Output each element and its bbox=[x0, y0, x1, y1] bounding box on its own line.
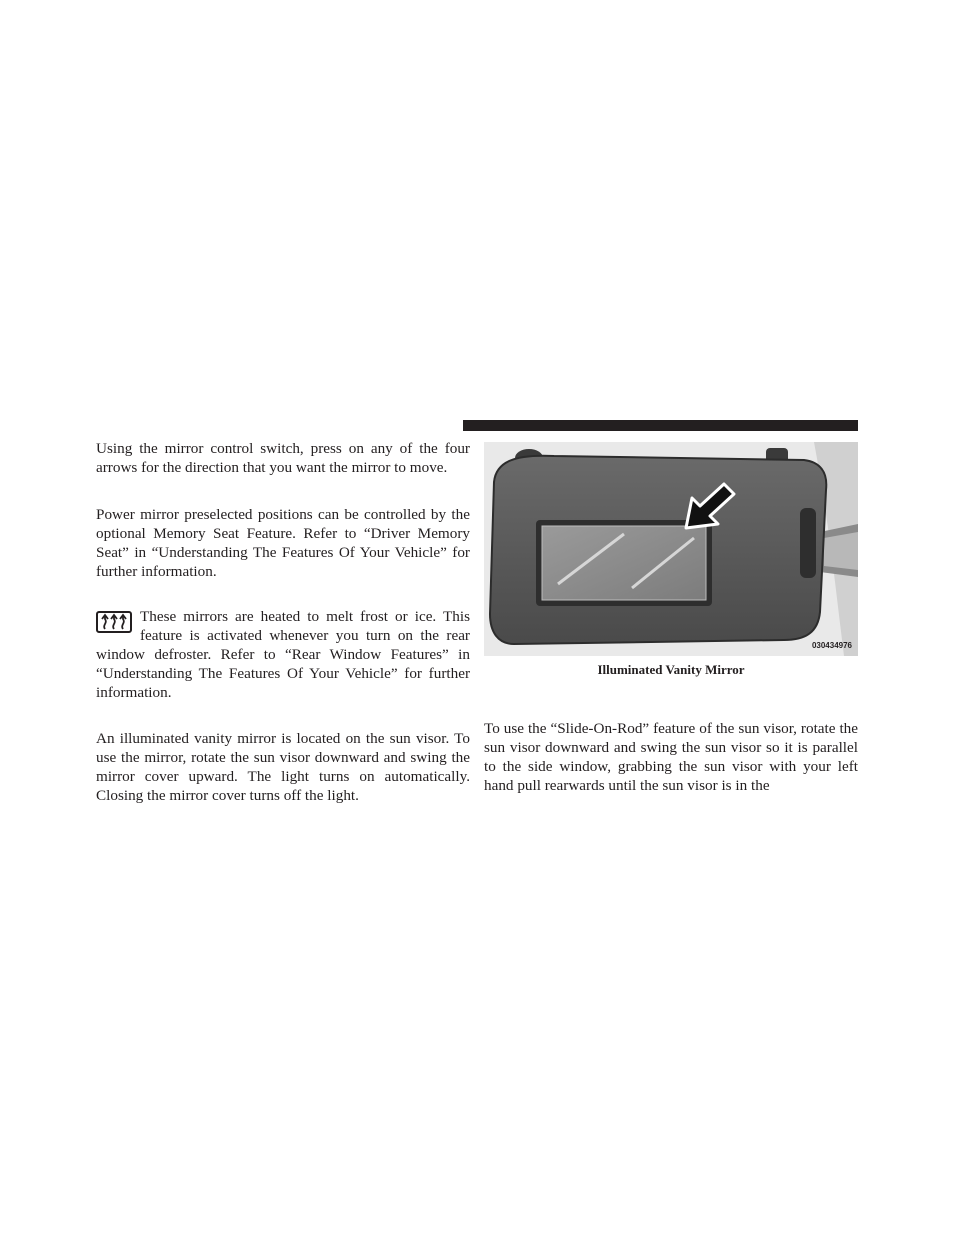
paragraph-mirror-control: Using the mirror control switch, press on any of the four arrows for the direction that you want the mirror to move. bbox=[96, 440, 470, 476]
figure-id: 030434976 bbox=[811, 641, 852, 650]
section-header-bar bbox=[463, 420, 858, 431]
paragraph-vanity-mirror: An illuminated vanity mirror is located on the sun visor. To use the mirror, rotate the sun visor downward and swing the mirror cover upward. The light turns on automatically. Closing the mirror cover turns off the light. bbox=[96, 730, 470, 804]
figure-caption: Illuminated Vanity Mirror bbox=[597, 662, 745, 677]
vanity-mirror-figure bbox=[484, 442, 858, 656]
paragraph-heated-mirrors: These mirrors are heated to melt frost or ice. This feature is activated whenever you turn on the rear window defroster. Refer to “Rear Window Features” in “Understanding The Features Of Your Vehicle” for further information. bbox=[96, 608, 470, 701]
paragraph-slide-on-rod: To use the “Slide-On-Rod” feature of the sun visor, rotate the sun visor downward and swing the sun visor so it is parallel to the side window, grabbing the sun visor with your left hand pull rearwards until the sun visor is in the bbox=[484, 720, 858, 794]
paragraph-memory-positions: Power mirror preselected positions can be controlled by the optional Memory Seat Feature. Refer to “Driver Memory Seat” in “Understanding The Features Of Your Vehicle” for further information. bbox=[96, 506, 470, 580]
rear-window-defroster-icon bbox=[96, 611, 132, 633]
sun-visor-illustration bbox=[484, 442, 858, 656]
